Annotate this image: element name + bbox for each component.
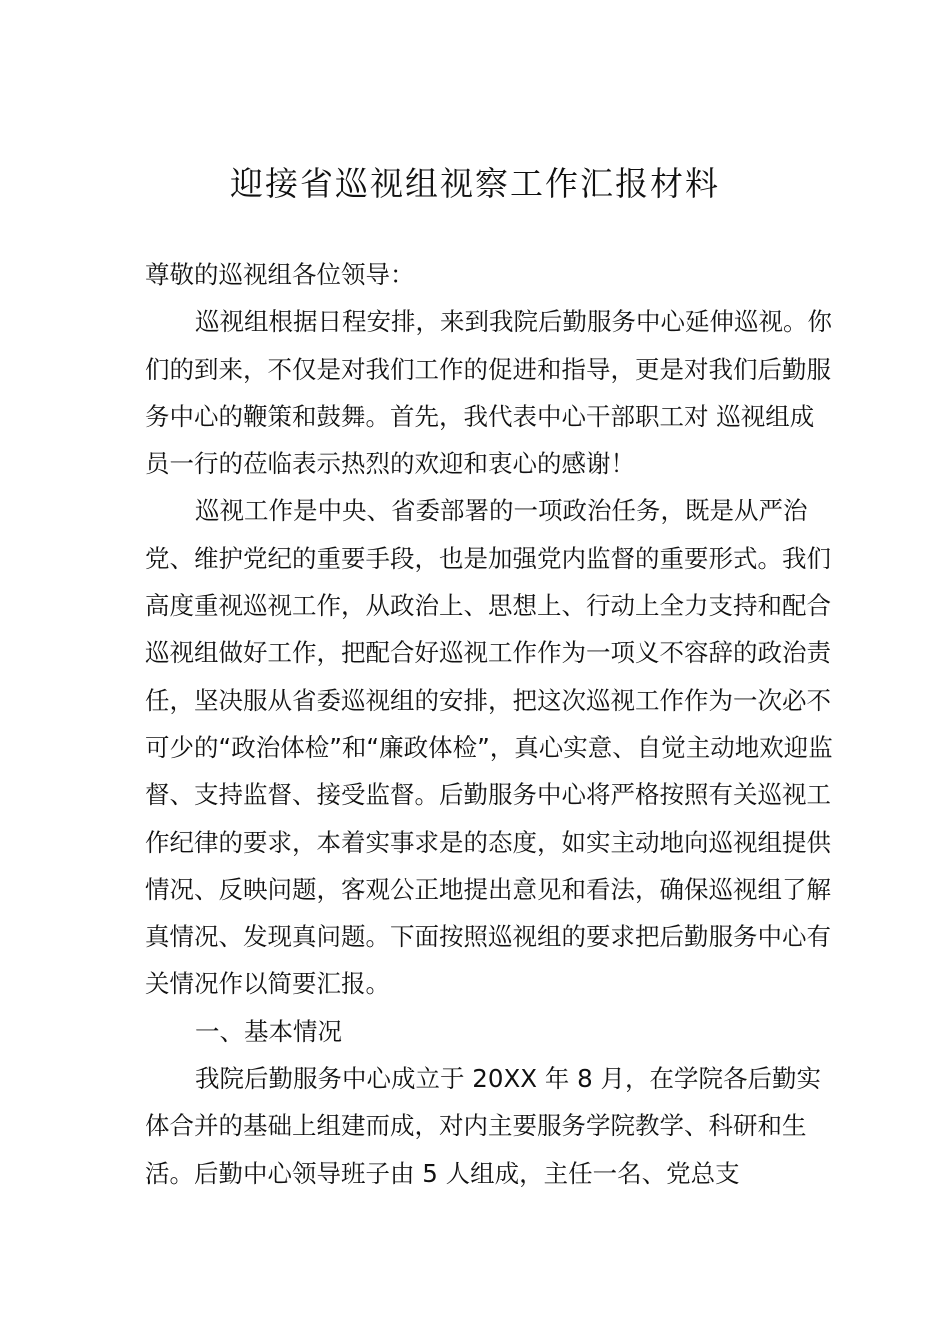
paragraph-inspection-work: 巡视工作是中央、省委部署的一项政治任务，既是从严治党、维护党纪的重要手段，也是加强党内监督的重要形式。我们高度重视巡视工作，从政治上、思想上、行动上全力支持和配合巡视组做好工作，把配合好巡视工作作为一项义不容辞的政治责任，坚决服从省委巡视组的安排，把这次巡视工作作为一次必不可少的“政治体检”和“廉政体检”，真心实意、自觉主动地欢迎监督、支持监督、接受监督。后勤服务中心将严格按照有关巡视工作纪律的要求，本着实事求是的态度，如实主动地向巡视组提供情况、反映问题，客观公正地提出意见和看法，确保巡视组了解真情况、发现真问题。下面按照巡视组的要求把后勤服务中心有关情况作以简要汇报。 bbox=[145, 496, 833, 999]
document-title: 迎接省巡视组视察工作汇报材料 bbox=[230, 164, 720, 203]
paragraph-basic-info: 我院后勤服务中心成立于 20XX 年 8 月，在学院各后勤实体合并的基础上组建而成，对内主要服务学院教学、科研和生活。后勤中心领导班子由 5 人组成，主任一名、党总支 bbox=[145, 1064, 821, 1188]
salutation: 尊敬的巡视组各位领导： bbox=[145, 260, 415, 289]
section-heading-basic-info: 一、基本情况 bbox=[195, 1016, 342, 1046]
paragraph-welcome: 巡视组根据日程安排，来到我院后勤服务中心延伸巡视。你们的到来，不仅是对我们工作的促进和指导，更是对我们后勤服务中心的鞭策和鼓舞。首先，我代表中心干部职工对 巡视组成员一行的莅临表示热烈的欢迎和衷心的感谢！ bbox=[145, 307, 832, 479]
document-body bbox=[145, 251, 833, 1197]
